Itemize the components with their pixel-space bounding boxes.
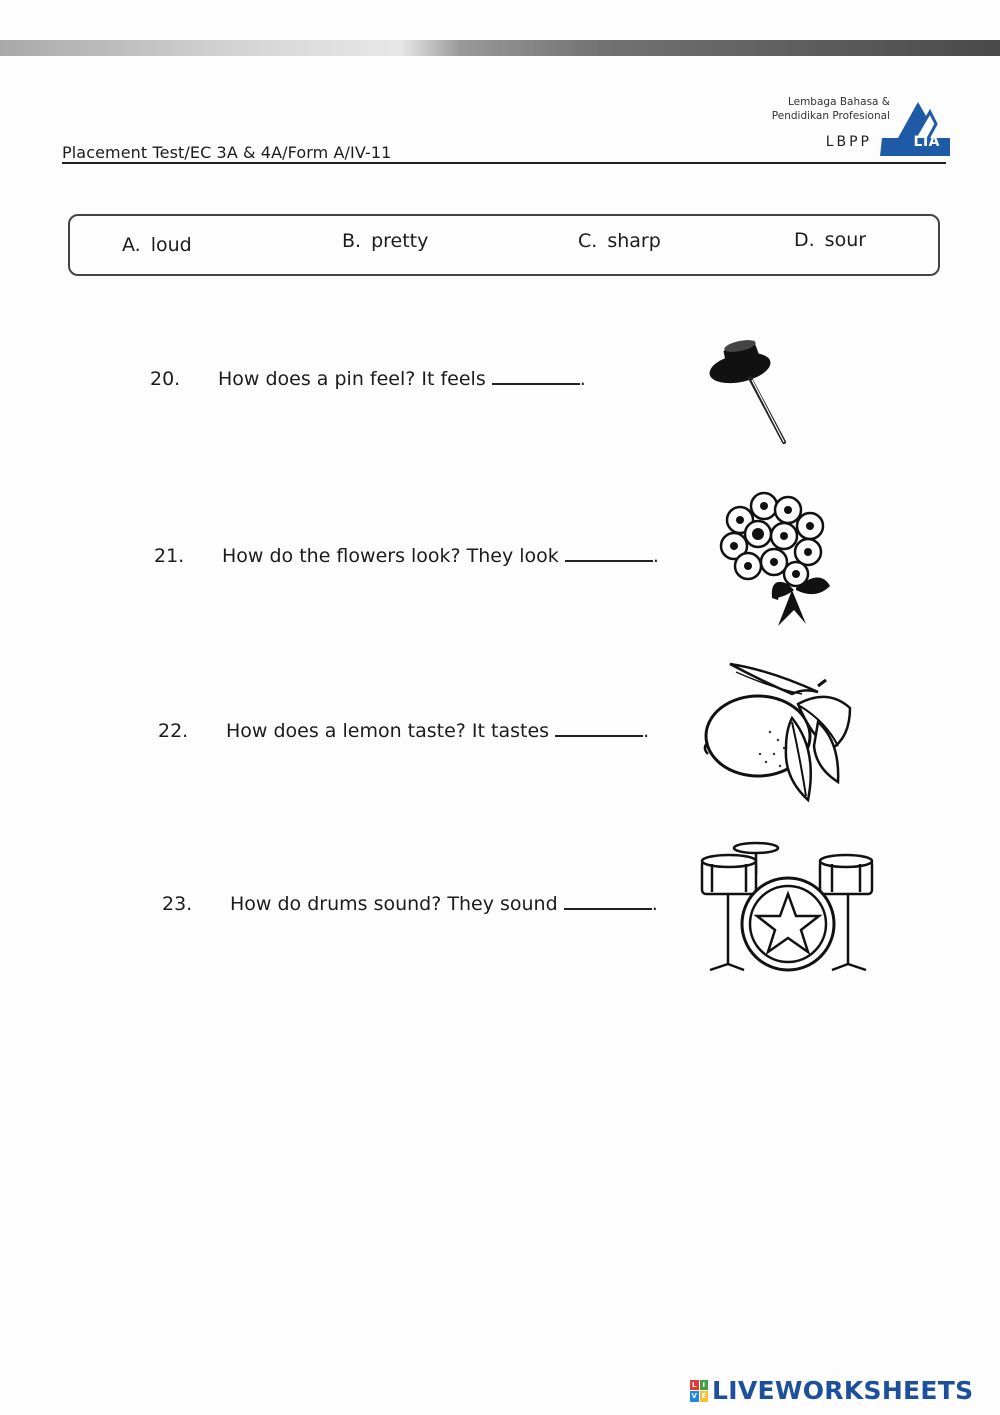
org-block — [740, 94, 950, 158]
flower-bouquet-icon — [712, 486, 842, 631]
liveworksheets-watermark — [690, 1376, 973, 1405]
answer-blank-20[interactable] — [492, 369, 580, 385]
liveworksheets-badge-icon: L I V E — [691, 1380, 707, 1400]
test-title: Placement Test/EC 3A & 4A/Form A/IV-11 — [62, 143, 392, 162]
org-abbreviation: LBPP — [825, 134, 872, 150]
header-divider — [62, 162, 946, 164]
answer-blank-22[interactable] — [555, 721, 643, 737]
question-23: 23. How do drums sound? They sound . — [162, 893, 658, 915]
option-c: C. sharp — [578, 230, 661, 252]
lemon-icon — [700, 658, 860, 808]
option-a: A. loud — [122, 234, 192, 256]
answer-options-box — [68, 214, 940, 276]
question-20: 20. How does a pin feel? It feels . — [150, 368, 586, 390]
question-21: 21. How do the flowers look? They look . — [154, 545, 659, 567]
option-d: D. sour — [794, 229, 867, 251]
org-name-line1: Lembaga Bahasa & — [787, 96, 890, 108]
drum-kit-icon — [698, 834, 878, 976]
question-22: 22. How does a lemon taste? It tastes . — [158, 720, 650, 742]
option-b: B. pretty — [342, 230, 429, 252]
push-pin-icon — [700, 332, 800, 447]
logo-text: LIA — [913, 134, 940, 150]
answer-blank-21[interactable] — [565, 546, 653, 562]
scan-edge — [0, 40, 1000, 56]
answer-blank-23[interactable] — [564, 894, 652, 910]
org-name-line2: Pendidikan Profesional — [771, 110, 890, 122]
watermark-text: LIVEWORKSHEETS — [712, 1376, 974, 1405]
